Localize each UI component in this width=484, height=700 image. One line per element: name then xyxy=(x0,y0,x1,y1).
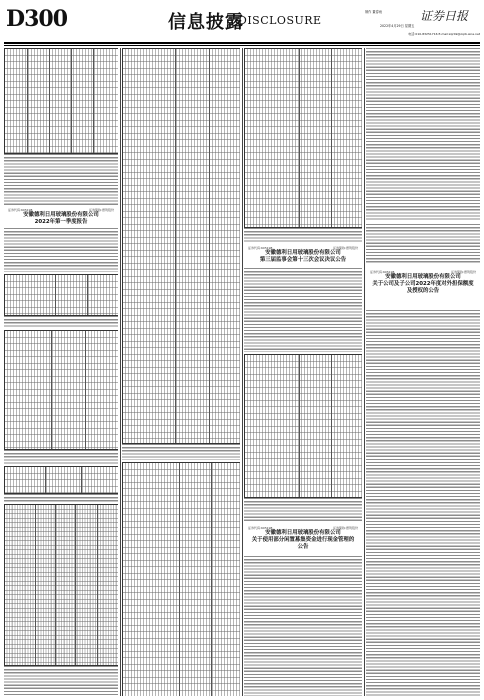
stock-abbr: 证券简称:德利股份 xyxy=(332,526,358,530)
body-text xyxy=(4,154,118,206)
masthead-rule xyxy=(4,42,480,44)
stock-code: 证券代码:605198 xyxy=(248,526,273,530)
data-table xyxy=(4,330,118,450)
financial-statement-table xyxy=(122,48,240,444)
data-table xyxy=(244,354,362,498)
issue-date: 2022年4月29日 星期五 xyxy=(380,24,415,28)
editor-credit: 制作 董春雨 xyxy=(365,10,382,14)
company-name: 安徽德利日用玻璃股份有限公司 xyxy=(385,274,461,280)
column-divider xyxy=(120,48,121,696)
data-table xyxy=(4,466,118,494)
body-text xyxy=(366,48,480,220)
announcement-title: 第三届监事会第十三次会议决议公告 xyxy=(259,257,347,263)
column-1 xyxy=(4,48,118,696)
body-text xyxy=(4,666,118,696)
section-title-en: DISCLOSURE xyxy=(238,14,322,27)
body-text xyxy=(244,228,362,242)
column-2 xyxy=(122,48,240,696)
column-divider xyxy=(242,48,243,696)
body-text xyxy=(4,316,118,328)
financial-statement-table xyxy=(122,462,240,696)
page-number: D300 xyxy=(6,6,68,32)
announcement-header xyxy=(4,208,118,226)
body-text xyxy=(4,494,118,502)
masthead xyxy=(0,0,484,44)
stock-code: 证券代码:605198 xyxy=(370,270,395,274)
section-title: 信息披露 xyxy=(168,12,244,33)
financial-statement-table xyxy=(244,48,362,228)
data-table xyxy=(4,274,118,316)
announcement-header xyxy=(244,246,362,264)
announcement-title: 2022年第一季度报告 xyxy=(34,219,88,225)
newspaper-logo: 证券日报 xyxy=(420,9,469,23)
body-text xyxy=(244,556,362,696)
body-text xyxy=(4,228,118,272)
stock-abbr: 证券简称:德利股份 xyxy=(88,208,114,212)
body-text xyxy=(244,498,362,522)
column-3 xyxy=(244,48,362,696)
column-divider xyxy=(364,48,365,696)
company-name: 安徽德利日用玻璃股份有限公司 xyxy=(23,212,99,218)
stock-code: 证券代码:605198 xyxy=(8,208,33,212)
body-text xyxy=(244,268,362,352)
body-text xyxy=(366,310,480,696)
announcement-title: 关于公司及子公司2022年度对外担保额度及授权的公告 xyxy=(372,281,474,294)
company-name: 安徽德利日用玻璃股份有限公司 xyxy=(265,250,341,256)
data-table xyxy=(4,48,118,154)
masthead-rule-thin xyxy=(4,45,480,46)
company-name: 安徽德利日用玻璃股份有限公司 xyxy=(265,530,341,536)
column-4 xyxy=(366,48,480,696)
stock-abbr: 证券简称:德利股份 xyxy=(450,270,476,274)
data-table xyxy=(4,504,118,666)
body-text xyxy=(4,450,118,464)
body-text xyxy=(366,224,480,264)
stock-code: 证券代码:605198 xyxy=(248,246,273,250)
stock-abbr: 证券简称:德利股份 xyxy=(332,246,358,250)
announcement-header xyxy=(366,270,480,295)
contact-line: 电话:010-83251716 E-mail:zqrb9@zqrb.sina.net xyxy=(408,32,480,36)
body-text xyxy=(122,444,240,460)
announcement-title: 关于使用部分闲置募集资金进行现金管理的公告 xyxy=(251,537,355,550)
announcement-header xyxy=(244,526,362,551)
